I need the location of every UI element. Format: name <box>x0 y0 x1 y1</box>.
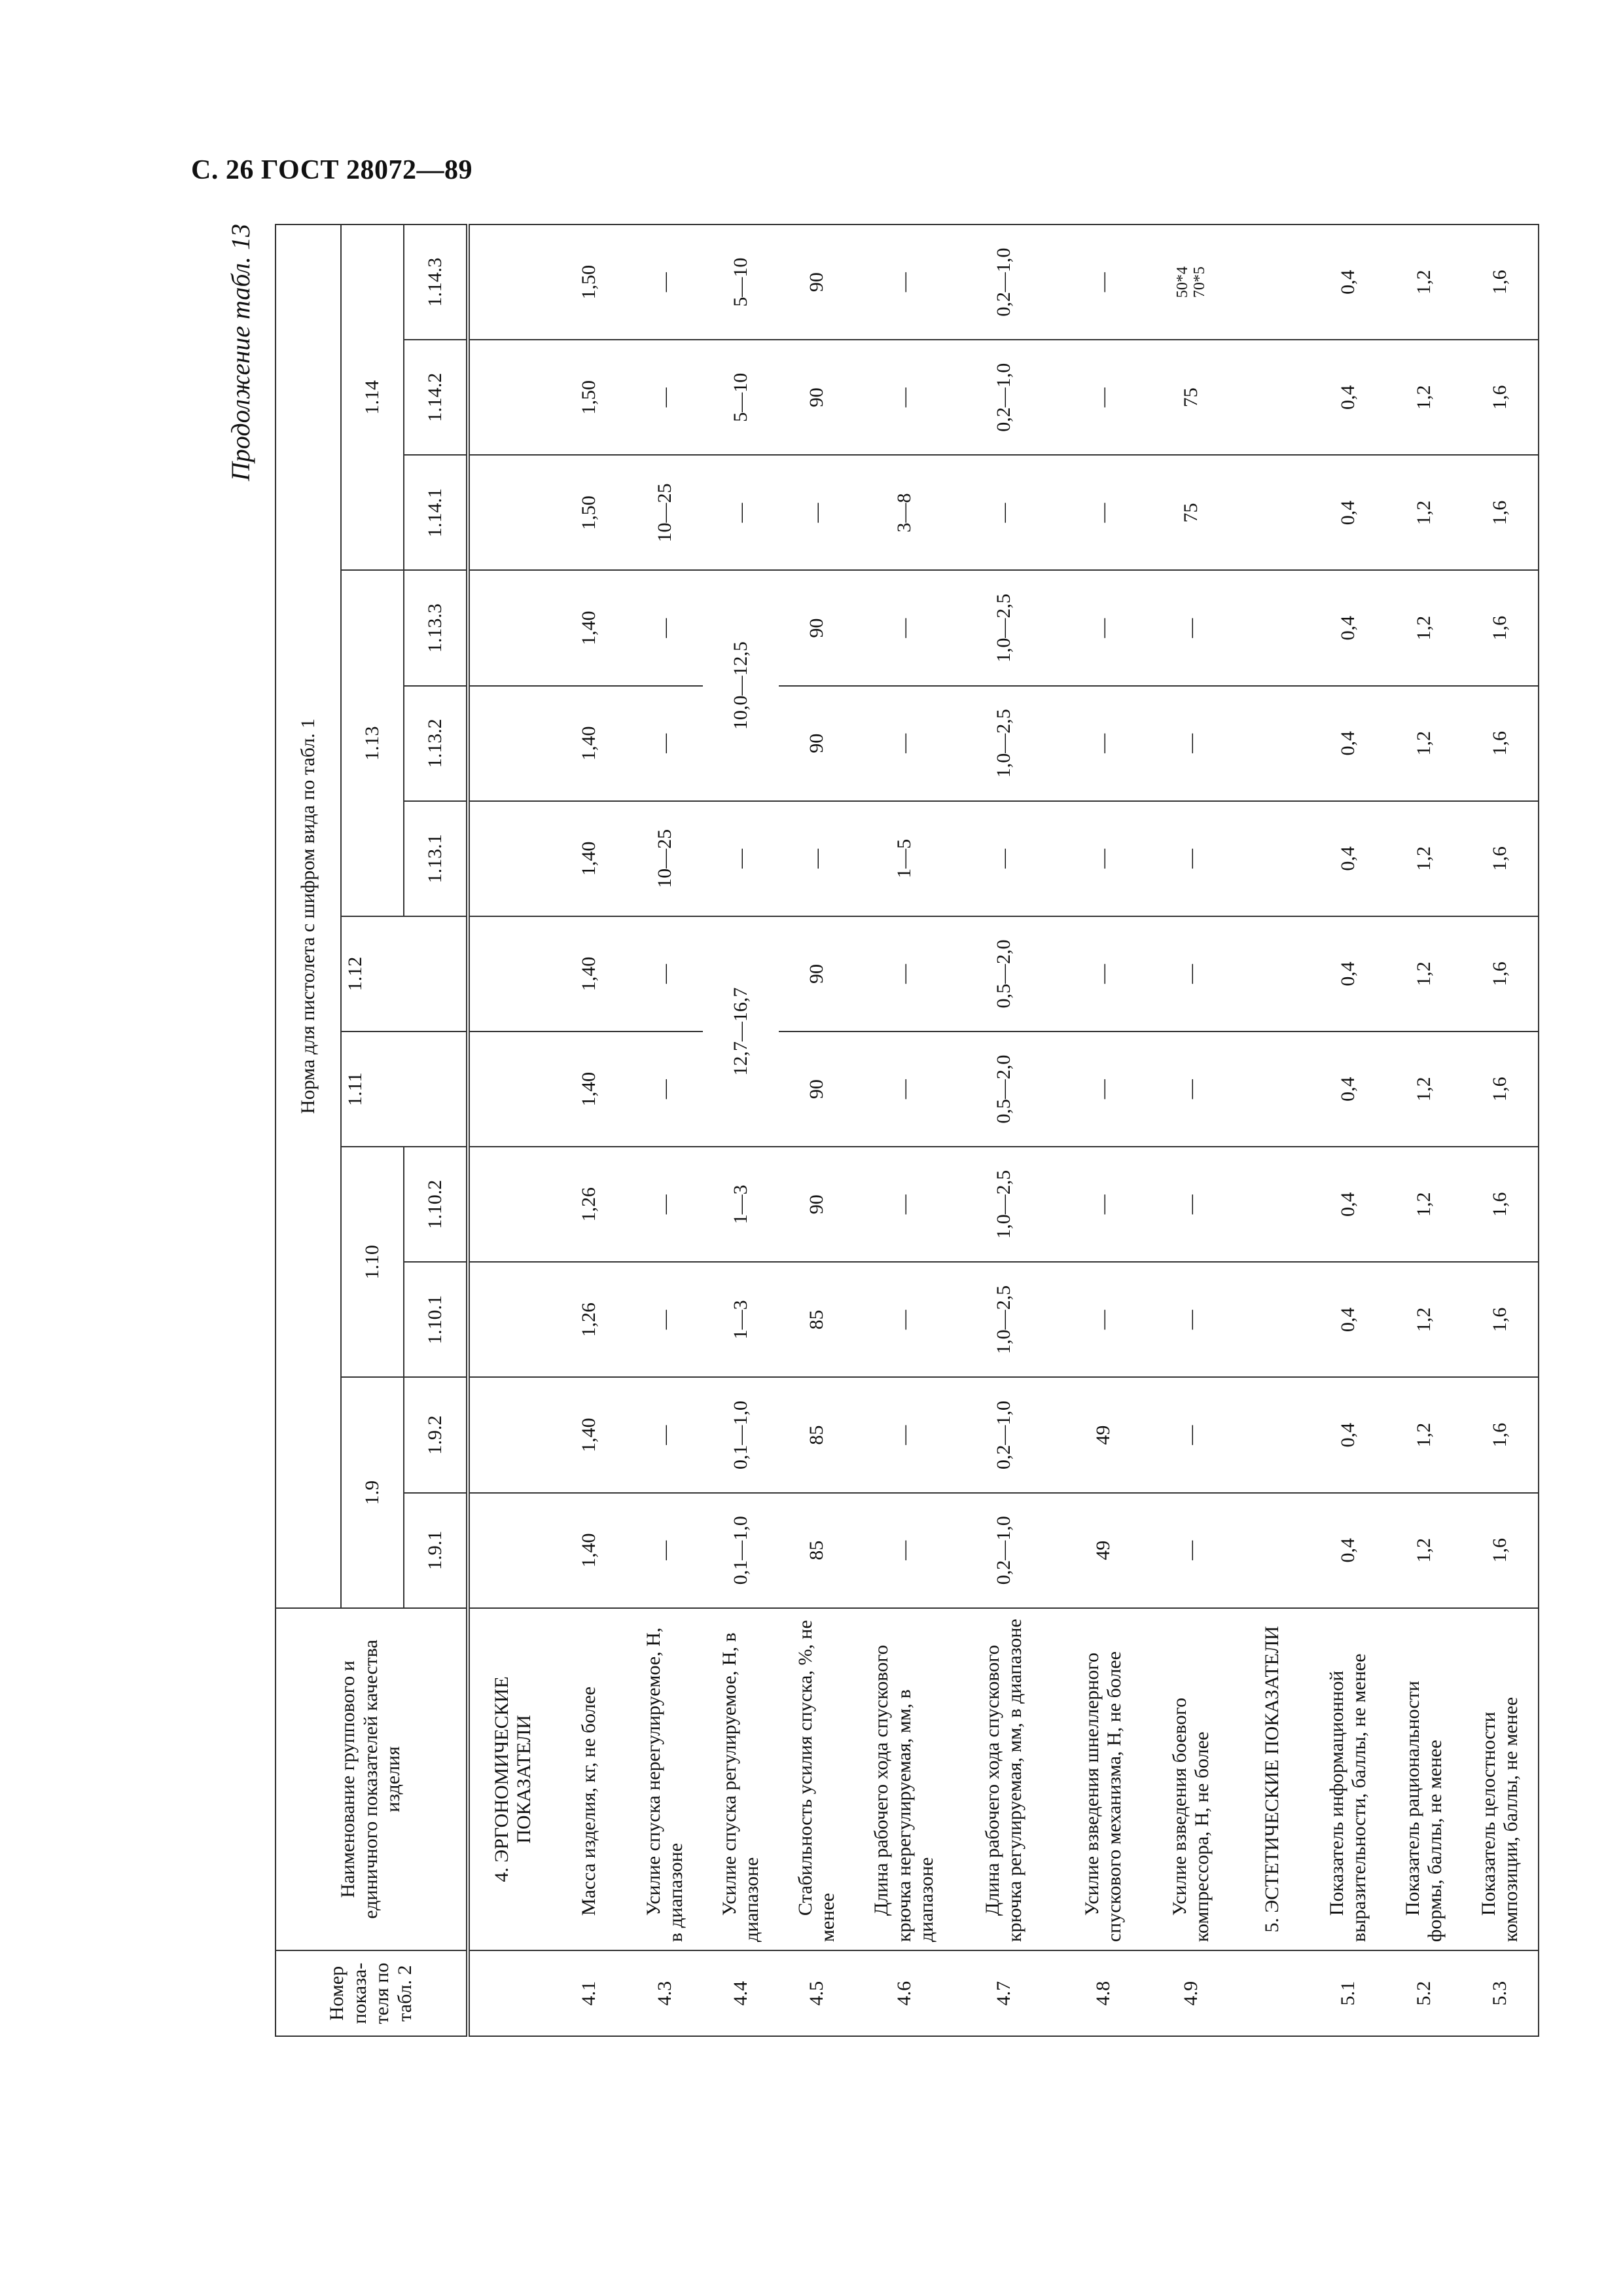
value-cell: — <box>627 224 703 340</box>
value-cell: 0,4 <box>1310 1031 1386 1147</box>
value-cell-merged: 10,0—12,5 <box>703 571 779 801</box>
value-cell: — <box>855 916 954 1031</box>
value-cell: — <box>855 686 954 801</box>
value-cell: 5—10 <box>703 340 779 455</box>
group-header: 1.12 <box>341 916 468 1031</box>
subcol-header: 1.14.2 <box>404 340 468 455</box>
value-cell: — <box>1054 801 1153 916</box>
value-cell: 85 <box>779 1262 855 1377</box>
row-number: 4.7 <box>954 1950 1054 2036</box>
value-cell: 0,1—1,0 <box>703 1493 779 1608</box>
value-cell: 0,5—2,0 <box>954 1031 1054 1147</box>
value-cell: 75 <box>1153 340 1229 455</box>
value-cell: 90 <box>779 224 855 340</box>
subcol-header: 1.10.2 <box>404 1147 468 1262</box>
value-cell: — <box>1153 1147 1229 1262</box>
subcol-header: 1.14.3 <box>404 224 468 340</box>
value-cell: — <box>954 455 1054 570</box>
row-number: 4.8 <box>1054 1950 1153 2036</box>
value-cell: 0,4 <box>1310 1147 1386 1262</box>
value-cell: 0,4 <box>1310 224 1386 340</box>
norms-table <box>275 224 1539 2037</box>
value-cell: 85 <box>779 1377 855 1492</box>
group-header: 1.14 <box>341 224 404 571</box>
value-cell: 1—3 <box>703 1262 779 1377</box>
value-cell: — <box>627 340 703 455</box>
header-norm: Норма для пистолета с шифром вида по табл. 1 <box>276 224 341 1608</box>
header-name: Наименование группового и единичного показателей качества изделия <box>276 1608 468 1950</box>
value-cell: 1,2 <box>1386 686 1462 801</box>
subcol-header: 1.14.1 <box>404 455 468 570</box>
value-cell: — <box>1153 1493 1229 1608</box>
subcol-header: 1.13.1 <box>404 801 468 916</box>
value-cell: — <box>1054 686 1153 801</box>
group-header: 1.13 <box>341 571 404 916</box>
section-num-cell <box>1229 1950 1310 2036</box>
value-cell: 1,26 <box>551 1262 627 1377</box>
value-cell: 1,2 <box>1386 1262 1462 1377</box>
value-cell: 90 <box>779 686 855 801</box>
value-cell: — <box>1054 224 1153 340</box>
value-cell: — <box>627 1147 703 1262</box>
value-cell: 1,6 <box>1462 1493 1539 1608</box>
row-number: 4.6 <box>855 1950 954 2036</box>
value-cell: 49 <box>1054 1493 1153 1608</box>
value-cell: — <box>1054 1031 1153 1147</box>
value-cell: 1,6 <box>1462 801 1539 916</box>
value-cell: — <box>855 1377 954 1492</box>
value-cell: 1,40 <box>551 1377 627 1492</box>
value-cell: — <box>1054 1262 1153 1377</box>
value-cell: 1,6 <box>1462 1147 1539 1262</box>
row-name: Показатель информационной выразительности, баллы, не менее <box>1310 1608 1386 1950</box>
value-cell: 0,4 <box>1310 1493 1386 1608</box>
value-cell: 1,2 <box>1386 340 1462 455</box>
section-title: 4. ЭРГОНОМИЧЕСКИЕ ПОКАЗАТЕЛИ <box>468 1608 551 1950</box>
value-cell: 1,2 <box>1386 1031 1462 1147</box>
value-cell: 1,0—2,5 <box>954 1262 1054 1377</box>
value-cell: 1,2 <box>1386 916 1462 1031</box>
value-cell: 5—10 <box>703 224 779 340</box>
rotated-table-area <box>223 224 1597 2037</box>
row-name: Масса изделия, кг, не более <box>551 1608 627 1950</box>
value-cell: 10—25 <box>627 801 703 916</box>
value-cell: — <box>779 801 855 916</box>
value-cell: 1,6 <box>1462 1031 1539 1147</box>
value-cell: 90 <box>779 916 855 1031</box>
row-name: Длина рабочего хода спускового крючка регулируемая, мм, в диапазоне <box>954 1608 1054 1950</box>
value-cell: — <box>855 1031 954 1147</box>
value-cell: 3—8 <box>855 455 954 570</box>
value-cell: 1,2 <box>1386 224 1462 340</box>
value-cell: 1,2 <box>1386 1147 1462 1262</box>
value-cell: 1,6 <box>1462 571 1539 686</box>
subcol-header: 1.10.1 <box>404 1262 468 1377</box>
value-cell: — <box>855 224 954 340</box>
value-cell: 90 <box>779 1147 855 1262</box>
row-number: 4.1 <box>551 1950 627 2036</box>
row-number: 5.2 <box>1386 1950 1462 2036</box>
value-cell: — <box>779 455 855 570</box>
value-cell: 1,26 <box>551 1147 627 1262</box>
value-cell: 75 <box>1153 455 1229 570</box>
value-cell-merged: 12,7—16,7 <box>703 916 779 1147</box>
value-cell: 0,4 <box>1310 1377 1386 1492</box>
value-cell: 1,6 <box>1462 916 1539 1031</box>
value-cell: 1,6 <box>1462 1262 1539 1377</box>
row-name: Показатель рациональности формы, баллы, не менее <box>1386 1608 1462 1950</box>
value-cell: — <box>1153 1031 1229 1147</box>
value-cell: — <box>1153 1262 1229 1377</box>
subcol-header: 1.9.2 <box>404 1377 468 1492</box>
value-cell: 0,4 <box>1310 340 1386 455</box>
value-cell: — <box>703 455 779 570</box>
value-cell: 0,2—1,0 <box>954 224 1054 340</box>
row-name: Усилие взведения шнеллерного спускового механизма, Н, не более <box>1054 1608 1153 1950</box>
value-cell: 0,1—1,0 <box>703 1377 779 1492</box>
value-cell: 1,50 <box>551 340 627 455</box>
row-name: Усилие взведения боевого компрессора, Н, не более <box>1153 1608 1229 1950</box>
value-cell: — <box>1153 1377 1229 1492</box>
subcol-header: 1.13.3 <box>404 571 468 686</box>
value-cell: 10—25 <box>627 455 703 570</box>
value-cell: 1,2 <box>1386 1493 1462 1608</box>
value-cell: 49 <box>1054 1377 1153 1492</box>
value-cell: 1,6 <box>1462 340 1539 455</box>
value-cell: — <box>627 1262 703 1377</box>
value-cell: 1,6 <box>1462 224 1539 340</box>
group-header: 1.11 <box>341 1031 468 1147</box>
row-number: 5.1 <box>1310 1950 1386 2036</box>
value-cell: 85 <box>779 1493 855 1608</box>
header-number: Номер показа-теля по табл. 2 <box>276 1950 468 2036</box>
value-cell: 1,2 <box>1386 1377 1462 1492</box>
value-cell: 0,2—1,0 <box>954 1377 1054 1492</box>
value-cell: — <box>855 1147 954 1262</box>
value-cell: 1,40 <box>551 1031 627 1147</box>
value-cell: 1—3 <box>703 1147 779 1262</box>
value-cell: — <box>855 340 954 455</box>
value-cell: 1,40 <box>551 916 627 1031</box>
value-cell: — <box>855 1262 954 1377</box>
group-header: 1.10 <box>341 1147 404 1377</box>
value-cell: 0,4 <box>1310 916 1386 1031</box>
value-cell: 1,50 <box>551 455 627 570</box>
value-cell: 1,2 <box>1386 571 1462 686</box>
row-name: Показатель целостности композиции, баллы, не менее <box>1462 1608 1539 1950</box>
value-cell: — <box>1054 1147 1153 1262</box>
value-cell: 0,4 <box>1310 686 1386 801</box>
value-cell: — <box>627 1031 703 1147</box>
value-cell: — <box>703 801 779 916</box>
value-cell: — <box>855 571 954 686</box>
value-cell: — <box>1054 916 1153 1031</box>
page-header: С. 26 ГОСТ 28072—89 <box>191 155 473 185</box>
row-number: 4.3 <box>627 1950 703 2036</box>
row-name: Длина рабочего хода спускового крючка нерегулируемая, мм, в диапазоне <box>855 1608 954 1950</box>
value-cell: — <box>627 1377 703 1492</box>
value-cell: 1,40 <box>551 571 627 686</box>
value-cell: — <box>1054 340 1153 455</box>
value-cell: 1,2 <box>1386 801 1462 916</box>
group-header: 1.9 <box>341 1377 404 1607</box>
row-name: Стабильность усилия спуска, %, не менее <box>779 1608 855 1950</box>
value-cell: — <box>1054 455 1153 570</box>
subcol-header: 1.13.2 <box>404 686 468 801</box>
value-line: 50*4 <box>1173 266 1191 298</box>
value-cell: — <box>1153 686 1229 801</box>
continuation-title: Продолжение табл. 13 <box>226 224 255 482</box>
value-cell: 1,40 <box>551 801 627 916</box>
value-cell: — <box>855 1493 954 1608</box>
value-cell: 1,6 <box>1462 455 1539 570</box>
value-cell: — <box>1153 571 1229 686</box>
value-cell: — <box>954 801 1054 916</box>
value-cell: 1,0—2,5 <box>954 686 1054 801</box>
row-number: 4.4 <box>703 1950 779 2036</box>
row-number: 4.5 <box>779 1950 855 2036</box>
value-cell: 0,5—2,0 <box>954 916 1054 1031</box>
value-cell: 0,4 <box>1310 455 1386 570</box>
section-num-cell <box>468 1950 551 2036</box>
value-cell: 90 <box>779 571 855 686</box>
value-cell: 90 <box>779 1031 855 1147</box>
value-cell: 0,4 <box>1310 801 1386 916</box>
value-cell: — <box>627 686 703 801</box>
value-cell: — <box>627 571 703 686</box>
value-cell: 1,40 <box>551 686 627 801</box>
row-number: 5.3 <box>1462 1950 1539 2036</box>
value-cell: 1,6 <box>1462 686 1539 801</box>
value-cell: — <box>1054 571 1153 686</box>
value-cell: 0,2—1,0 <box>954 340 1054 455</box>
value-cell: 1,0—2,5 <box>954 571 1054 686</box>
value-cell: 0,2—1,0 <box>954 1493 1054 1608</box>
value-cell: 1,40 <box>551 1493 627 1608</box>
value-cell: 1,0—2,5 <box>954 1147 1054 1262</box>
value-cell: 0,4 <box>1310 571 1386 686</box>
section-title: 5. ЭСТЕТИЧЕСКИЕ ПОКАЗАТЕЛИ <box>1229 1608 1310 1950</box>
value-cell-footnoted <box>1153 224 1229 340</box>
value-line: 70*5 <box>1191 266 1208 298</box>
value-cell: 1,2 <box>1386 455 1462 570</box>
value-cell: 90 <box>779 340 855 455</box>
row-name: Усилие спуска нерегулируемое, Н, в диапазоне <box>627 1608 703 1950</box>
value-cell: 0,4 <box>1310 1262 1386 1377</box>
value-cell: — <box>627 916 703 1031</box>
value-cell: 1,50 <box>551 224 627 340</box>
value-cell: — <box>627 1493 703 1608</box>
value-cell: 1,6 <box>1462 1377 1539 1492</box>
value-cell: — <box>1153 916 1229 1031</box>
subcol-header: 1.9.1 <box>404 1493 468 1608</box>
value-cell: 1—5 <box>855 801 954 916</box>
value-cell: — <box>1153 801 1229 916</box>
row-name: Усилие спуска регулируемое, Н, в диапазоне <box>703 1608 779 1950</box>
row-number: 4.9 <box>1153 1950 1229 2036</box>
